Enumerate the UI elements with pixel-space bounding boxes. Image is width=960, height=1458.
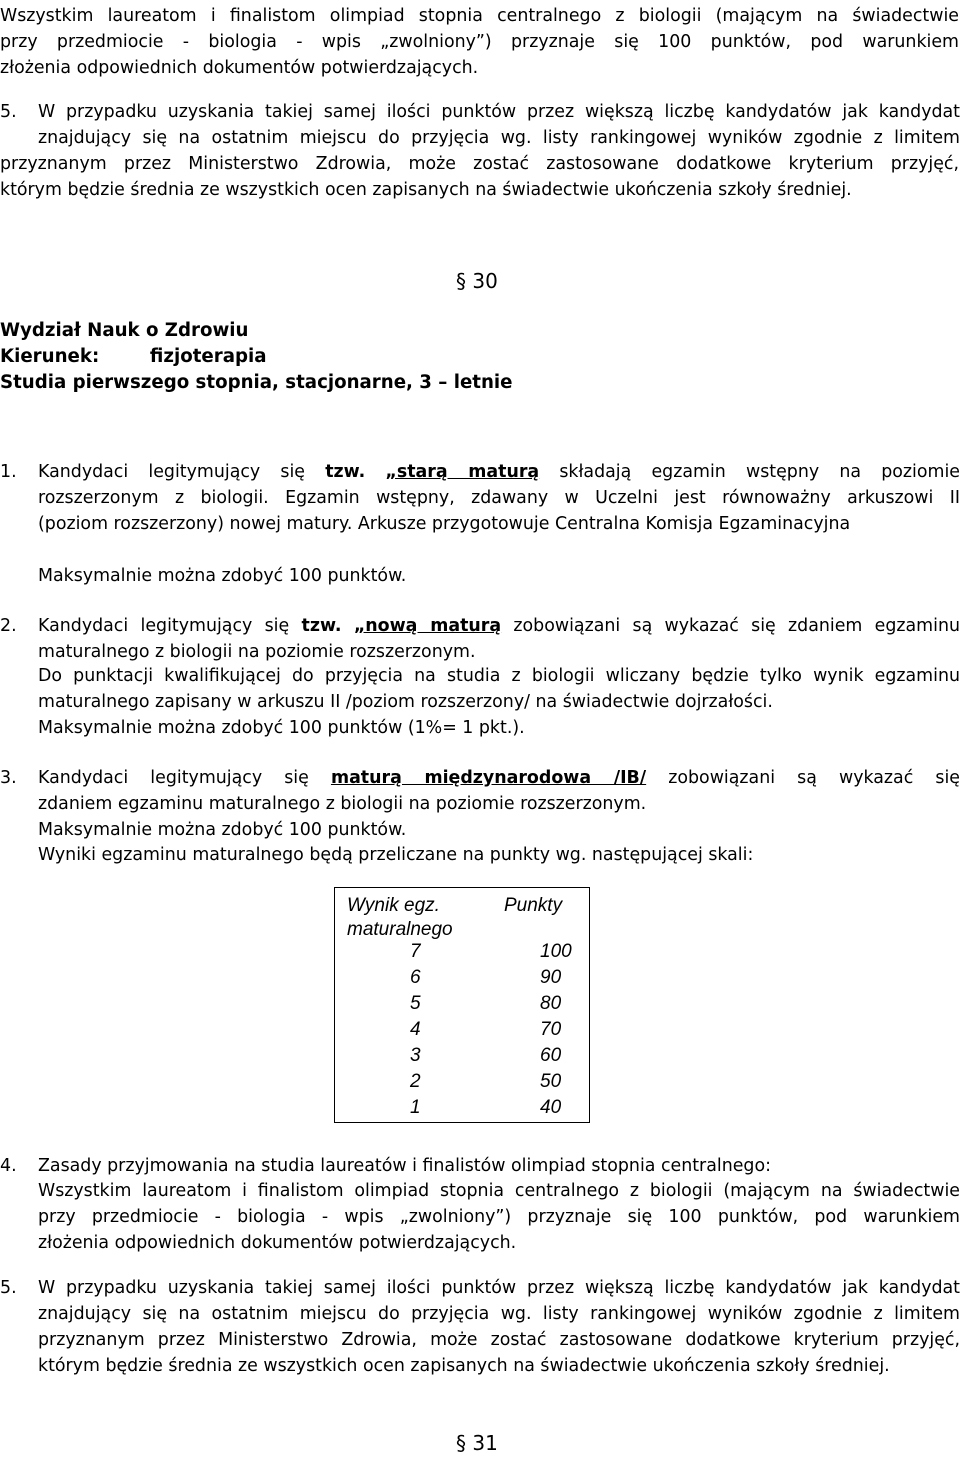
scale-header-grade-line1: Wynik egz. bbox=[347, 895, 440, 916]
scale-grade: 1 bbox=[410, 1097, 421, 1118]
scale-header-grade-line2: maturalnego bbox=[347, 919, 453, 940]
item2-max-points: Maksymalnie można zdobyć 100 punktów (1%= 1 pkt.). bbox=[38, 718, 525, 738]
scale-points: 70 bbox=[540, 1019, 562, 1040]
top-p4-line2: przy przedmiocie - biologia - wpis „zwolniony”) przyznaje się 100 punktów, pod warunkiem bbox=[0, 32, 959, 52]
top-p5-line2: znajdujący się na ostatnim miejscu do przyjęcia wg. listy rankingowej wyników zgodnie z limitem bbox=[38, 128, 960, 148]
paragraph-number: 30 bbox=[472, 269, 498, 293]
item1-line2: rozszerzonym z biologii. Egzamin wstępny, zdawany w Uczelni jest równoważny arkuszowi II bbox=[38, 488, 960, 508]
item3-max-points: Maksymalnie można zdobyć 100 punktów. bbox=[38, 820, 407, 840]
item1-line1: Kandydaci legitymujący się tzw. „starą maturą składają egzamin wstępny na poziomie bbox=[38, 462, 960, 482]
scale-points: 80 bbox=[540, 993, 562, 1014]
item4-line3: przy przedmiocie - biologia - wpis „zwolniony”) przyznaje się 100 punktów, pod warunkiem bbox=[38, 1207, 960, 1227]
item3-line1: Kandydaci legitymujący się maturą międzynarodowa /IB/ zobowiązani są wykazać się bbox=[38, 768, 960, 788]
item4-line4: złożenia odpowiednich dokumentów potwierdzających. bbox=[38, 1233, 517, 1253]
item3-number: 3. bbox=[0, 768, 17, 788]
scale-grade: 4 bbox=[410, 1019, 421, 1040]
scale-points: 100 bbox=[540, 941, 572, 962]
scale-points: 40 bbox=[540, 1097, 562, 1118]
top-p5-line1: W przypadku uzyskania takiej samej ilości punktów przez większą liczbę kandydatów jak kandydat bbox=[38, 102, 960, 122]
item5-line2: znajdujący się na ostatnim miejscu do przyjęcia wg. listy rankingowej wyników zgodnie z limitem bbox=[38, 1304, 960, 1324]
item2-number: 2. bbox=[0, 616, 17, 636]
item2-line3: Do punktacji kwalifikującej do przyjęcia na studia z biologii wliczany będzie tylko wynik egzaminu bbox=[38, 666, 960, 686]
scale-points: 90 bbox=[540, 967, 562, 988]
top-p4-line3: złożenia odpowiednich dokumentów potwierdzających. bbox=[0, 58, 479, 78]
top-p5-line3: przyznanym przez Ministerstwo Zdrowia, może zostać zastosowane dodatkowe kryterium przyjęć, bbox=[0, 154, 959, 174]
faculty-heading: Wydział Nauk o Zdrowiu bbox=[0, 320, 249, 341]
item2-line1: Kandydaci legitymujący się tzw. „nową maturą zobowiązani są wykazać się zdaniem egzaminu bbox=[38, 616, 960, 636]
direction-label: Kierunek: bbox=[0, 346, 100, 367]
scale-points: 50 bbox=[540, 1071, 562, 1092]
paragraph-number: 31 bbox=[472, 1431, 498, 1455]
top-p4-line1: Wszystkim laureatom i finalistom olimpiad stopnia centralnego z biologii (mającym na świadectwie bbox=[0, 6, 959, 26]
item5-line4: którym będzie średnia ze wszystkich ocen zapisanych na świadectwie ukończenia szkoły średniej. bbox=[38, 1356, 890, 1376]
item4-number: 4. bbox=[0, 1156, 17, 1176]
paragraph-sign: § bbox=[456, 1431, 466, 1455]
item3-line2: zdaniem egzaminu maturalnego z biologii na poziomie rozszerzonym. bbox=[38, 794, 647, 814]
item4-line1: Zasady przyjmowania na studia laureatów i finalistów olimpiad stopnia centralnego: bbox=[38, 1156, 771, 1176]
scale-grade: 5 bbox=[410, 993, 421, 1014]
scale-header-points: Punkty bbox=[504, 895, 563, 916]
scale-grade: 3 bbox=[410, 1045, 421, 1066]
studies-heading: Studia pierwszego stopnia, stacjonarne, 3 – letnie bbox=[0, 372, 513, 393]
item3-line4: Wyniki egzaminu maturalnego będą przeliczane na punkty wg. następującej skali: bbox=[38, 845, 754, 865]
item1-line3: (poziom rozszerzony) nowej matury. Arkusze przygotowuje Centralna Komisja Egzaminacyjna bbox=[38, 514, 851, 534]
direction-value: fizjoterapia bbox=[149, 346, 267, 367]
item5-line1: W przypadku uzyskania takiej samej ilości punktów przez większą liczbę kandydatów jak kandydat bbox=[38, 1278, 960, 1298]
paragraph-31-heading bbox=[456, 1431, 498, 1455]
scale-grade: 7 bbox=[410, 941, 421, 962]
item5-number: 5. bbox=[0, 1278, 17, 1298]
item2-line2: maturalnego z biologii na poziomie rozszerzonym. bbox=[38, 642, 476, 662]
scale-points: 60 bbox=[540, 1045, 562, 1066]
direction-heading bbox=[0, 345, 267, 369]
item5-line3: przyznanym przez Ministerstwo Zdrowia, może zostać zastosowane dodatkowe kryterium przyjęć, bbox=[38, 1330, 960, 1350]
scale-grade: 2 bbox=[410, 1071, 421, 1092]
top-p5-number: 5. bbox=[0, 102, 17, 122]
scale-grade: 6 bbox=[410, 967, 421, 988]
item1-max-points: Maksymalnie można zdobyć 100 punktów. bbox=[38, 566, 407, 586]
item2-line4: maturalnego zapisany w arkuszu II /poziom rozszerzony/ na świadectwie dojrzałości. bbox=[38, 692, 773, 712]
paragraph-30-heading bbox=[456, 269, 498, 293]
item4-line2: Wszystkim laureatom i finalistom olimpiad stopnia centralnego z biologii (mającym na świadectwie bbox=[38, 1181, 960, 1201]
scale-table bbox=[334, 887, 590, 1123]
item1-number: 1. bbox=[0, 462, 17, 482]
top-p5-line4: którym będzie średnia ze wszystkich ocen zapisanych na świadectwie ukończenia szkoły średniej. bbox=[0, 180, 852, 200]
paragraph-sign: § bbox=[456, 269, 466, 293]
